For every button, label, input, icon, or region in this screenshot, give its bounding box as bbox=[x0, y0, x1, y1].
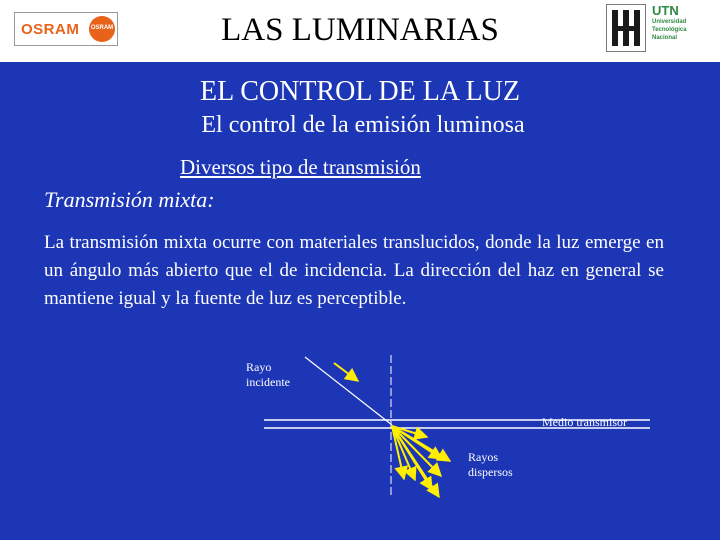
section-title: Diversos tipo de transmisión bbox=[180, 155, 421, 179]
utn-logo-line-2: Tecnológica bbox=[652, 27, 687, 33]
label-incident-ray bbox=[246, 360, 290, 390]
osram-circle-text: OSRAM bbox=[90, 25, 114, 31]
label-scattered-rays bbox=[468, 450, 513, 480]
page-title: LAS LUMINARIAS bbox=[221, 12, 499, 48]
label-incident-line-2: incidente bbox=[246, 375, 290, 389]
slide-heading: EL CONTROL DE LA LUZ bbox=[200, 76, 520, 107]
incident-ray bbox=[305, 357, 392, 425]
label-scattered-line-2: dispersos bbox=[468, 465, 513, 479]
label-medium: Medio transmisor bbox=[542, 415, 627, 429]
topic-title: Transmisión mixta: bbox=[44, 187, 215, 212]
utn-logo-line-3: Nacional bbox=[652, 35, 678, 41]
scattered-rays bbox=[392, 426, 450, 497]
osram-logo-text: OSRAM bbox=[21, 21, 80, 38]
label-incident-line-1: Rayo bbox=[246, 360, 272, 374]
slide-subheading: El control de la emisión luminosa bbox=[201, 112, 525, 138]
description-paragraph: La transmisión mixta ocurre con materiales translucidos, donde la luz emerge en un ángulo más abierto que el de incidencia. La dirección del haz en general se mantiene igual y la fuente de luz es perceptible. bbox=[44, 232, 664, 309]
utn-logo-line-1: Universidad bbox=[652, 19, 687, 25]
label-scattered-line-1: Rayos bbox=[468, 450, 498, 464]
utn-logo-name: UTN bbox=[652, 3, 679, 18]
incident-ray-arrow bbox=[334, 363, 358, 381]
